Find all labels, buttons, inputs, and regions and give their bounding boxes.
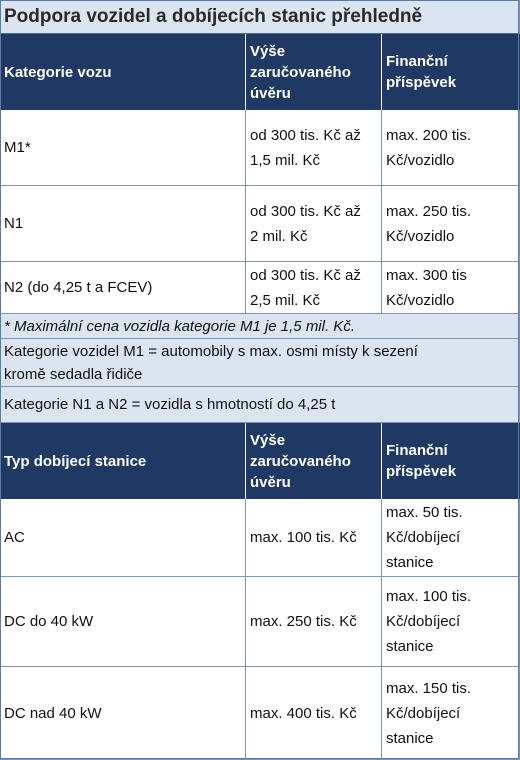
note-line: kromě sedadla řidiče bbox=[4, 365, 143, 383]
vehicle-loan-cell bbox=[246, 262, 382, 314]
cell-line: stanice bbox=[386, 554, 434, 571]
cell-line: max. 300 tis bbox=[386, 266, 467, 284]
header-label: Kategorie vozu bbox=[4, 63, 112, 81]
vehicle-category-cell bbox=[0, 262, 246, 314]
cell-text: DC nad 40 kW bbox=[4, 704, 102, 722]
cell-text: N1 bbox=[4, 215, 24, 232]
vehicle-loan-cell bbox=[246, 186, 382, 262]
vehicle-grant-cell bbox=[382, 262, 520, 314]
table-title-row bbox=[0, 0, 520, 34]
cell-line: stanice bbox=[386, 638, 434, 655]
cell-line: Kč/dobíjecí bbox=[386, 704, 461, 722]
header-line: Výše bbox=[250, 431, 286, 449]
cell-line: max. 100 tis. bbox=[386, 588, 472, 605]
header-label: Typ dobíjecí stanice bbox=[4, 452, 147, 470]
station-loan-cell bbox=[246, 499, 382, 577]
header-line: příspěvek bbox=[386, 463, 457, 480]
header-line: Finanční bbox=[386, 53, 448, 70]
note-row bbox=[0, 314, 520, 339]
cell-line: max. 250 tis. bbox=[386, 202, 472, 220]
table-row bbox=[0, 186, 520, 262]
table-row bbox=[0, 262, 520, 314]
cell-line: Kč/vozidlo bbox=[386, 227, 455, 245]
cell-text: max. 400 tis. Kč bbox=[250, 704, 357, 722]
header-line: zaručovaného bbox=[250, 63, 351, 81]
cell-text: DC do 40 kW bbox=[4, 613, 94, 630]
station-grant-cell bbox=[382, 499, 520, 577]
table-row bbox=[0, 667, 520, 760]
n-definition-note: Kategorie N1 a N2 = vozidla s hmotností do 4,25 t bbox=[0, 387, 520, 423]
cell-text: max. 100 tis. Kč bbox=[250, 529, 357, 546]
stations-header-loan bbox=[246, 423, 382, 499]
cell-text: M1* bbox=[4, 139, 31, 156]
note-row bbox=[0, 387, 520, 423]
cell-line: 2 mil. Kč bbox=[250, 227, 308, 245]
table-row bbox=[0, 577, 520, 667]
cell-text: N2 (do 4,25 t a FCEV) bbox=[4, 279, 153, 296]
header-line: Výše bbox=[250, 42, 286, 60]
vehicles-header-loan bbox=[246, 34, 382, 110]
header-line: zaručovaného bbox=[250, 452, 351, 470]
station-grant-cell bbox=[382, 667, 520, 760]
cell-line: 2,5 mil. Kč bbox=[250, 291, 321, 309]
header-line: úvěru bbox=[250, 84, 291, 102]
station-grant-cell bbox=[382, 577, 520, 667]
vehicle-grant-cell bbox=[382, 110, 520, 186]
note-line: Kategorie vozidel M1 = automobily s max. osmi místy k sezení bbox=[4, 342, 418, 360]
cell-line: od 300 tis. Kč až bbox=[250, 126, 361, 144]
cell-line: od 300 tis. Kč až bbox=[250, 266, 361, 284]
m1-price-note: * Maximální cena vozidla kategorie M1 je 1,5 mil. Kč. bbox=[0, 314, 520, 339]
station-type-cell bbox=[0, 577, 246, 667]
cell-line: stanice bbox=[386, 729, 434, 747]
table-row bbox=[0, 499, 520, 577]
cell-line: Kč/dobíjecí bbox=[386, 529, 461, 546]
vehicle-grant-cell bbox=[382, 186, 520, 262]
header-line: úvěru bbox=[250, 473, 291, 491]
cell-line: Kč/dobíjecí bbox=[386, 613, 461, 630]
cell-line: Kč/vozidlo bbox=[386, 151, 455, 169]
header-line: Finanční bbox=[386, 442, 448, 459]
vehicle-category-cell bbox=[0, 186, 246, 262]
vehicles-header-grant bbox=[382, 34, 520, 110]
header-line: příspěvek bbox=[386, 74, 457, 91]
vehicles-header-category bbox=[0, 34, 246, 110]
station-type-cell bbox=[0, 499, 246, 577]
vehicle-category-cell bbox=[0, 110, 246, 186]
cell-line: max. 200 tis. bbox=[386, 126, 472, 144]
station-loan-cell bbox=[246, 667, 382, 760]
vehicle-loan-cell bbox=[246, 110, 382, 186]
vehicles-header-row bbox=[0, 34, 520, 110]
stations-header-row bbox=[0, 423, 520, 499]
cell-line: Kč/vozidlo bbox=[386, 291, 455, 309]
cell-text: AC bbox=[4, 529, 25, 546]
station-loan-cell bbox=[246, 577, 382, 667]
stations-header-type bbox=[0, 423, 246, 499]
page-title: Podpora vozidel a dobíjecích stanic přehledně bbox=[0, 0, 520, 34]
cell-line: od 300 tis. Kč až bbox=[250, 202, 361, 220]
note-row bbox=[0, 339, 520, 387]
cell-line: max. 150 tis. bbox=[386, 679, 472, 697]
table-row bbox=[0, 110, 520, 186]
cell-line: max. 50 tis. bbox=[386, 504, 463, 521]
stations-header-grant bbox=[382, 423, 520, 499]
station-type-cell bbox=[0, 667, 246, 760]
cell-line: 1,5 mil. Kč bbox=[250, 151, 321, 169]
m1-definition-note bbox=[0, 339, 520, 387]
cell-text: max. 250 tis. Kč bbox=[250, 613, 357, 630]
